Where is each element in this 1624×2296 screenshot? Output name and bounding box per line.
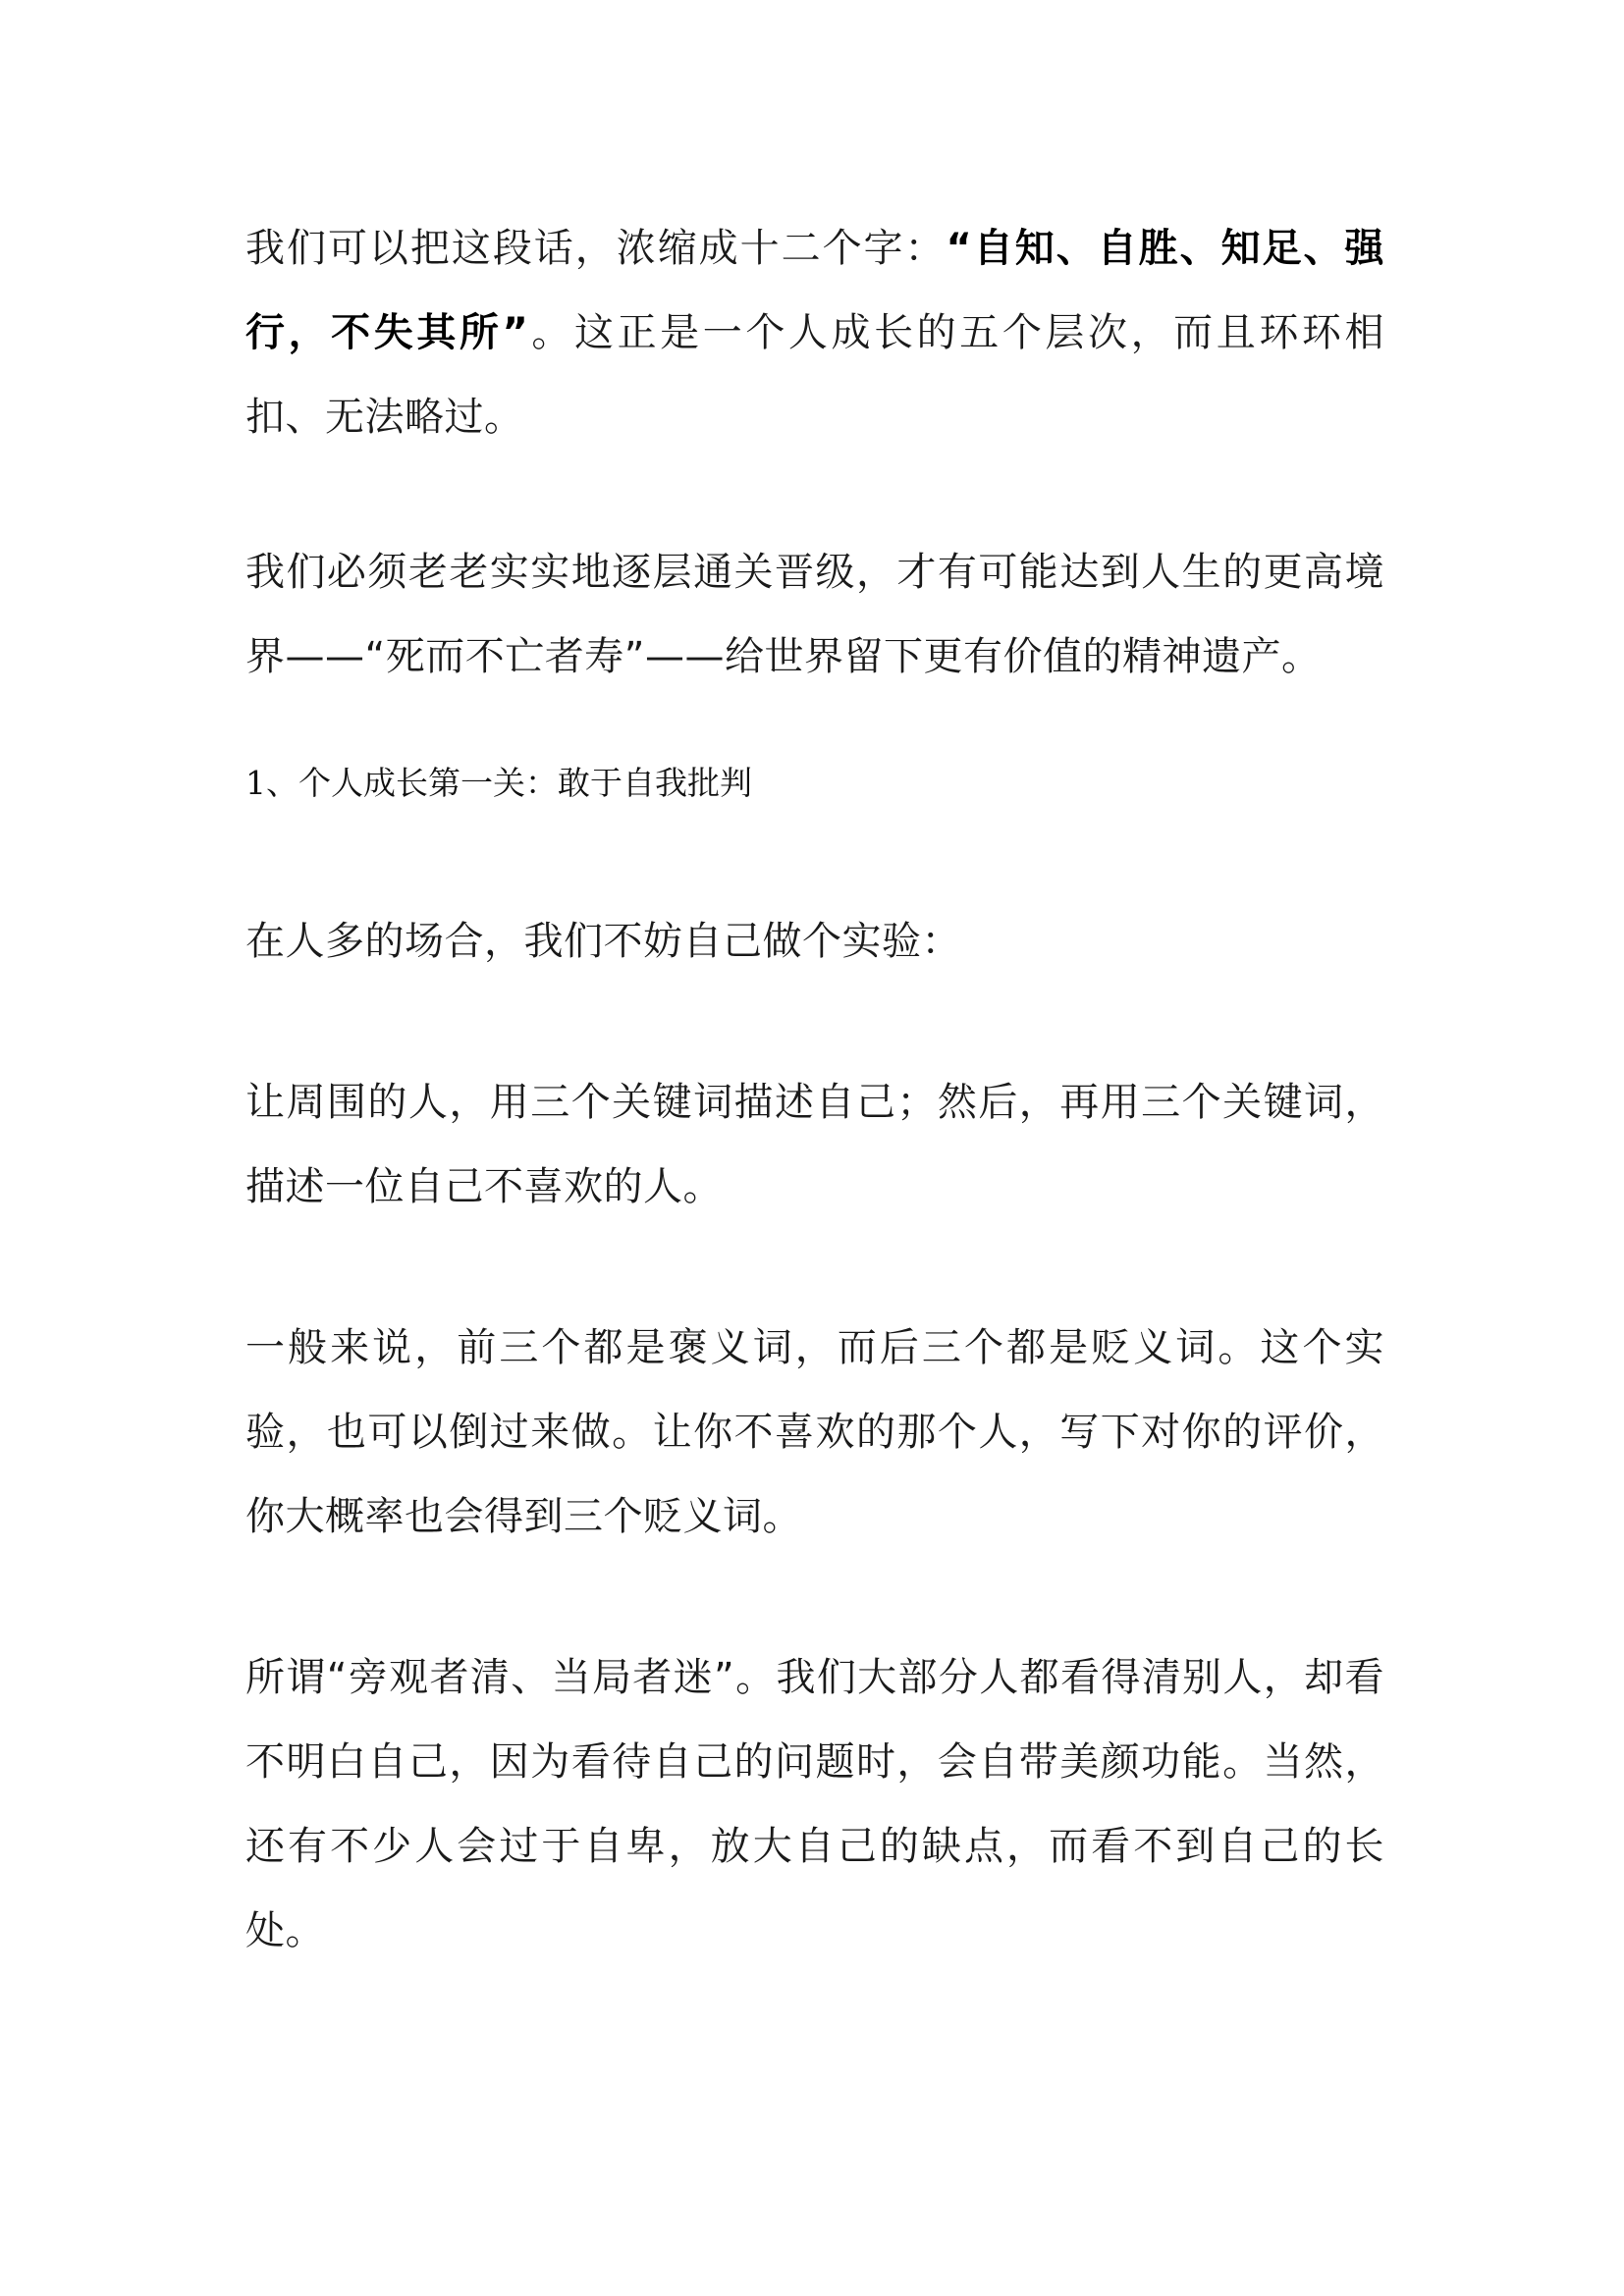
paragraph-self-perception: 所谓“旁观者清、当局者迷”。我们大部分人都看得清别人，却看不明白自己，因为看待自己的问题时，会自带美颜功能。当然，还有不少人会过于自卑，放大自己的缺点，而看不到自己的长处。 bbox=[245, 1655, 1384, 1953]
document-page bbox=[245, 206, 1384, 1973]
paragraph-experiment-steps: 让周围的人，用三个关键词描述自己；然后，再用三个关键词，描述一位自己不喜欢的人。 bbox=[245, 1080, 1384, 1209]
section-heading: 1、个人成长第一关：敢于自我批判 bbox=[245, 764, 752, 802]
paragraph-twelve-characters bbox=[245, 206, 1384, 459]
paragraph-1-intro: 我们可以把这段话，浓缩成十二个字： bbox=[245, 226, 947, 271]
paragraph-higher-realm: 我们必须老老实实地逐层通关晋级，才有可能达到人生的更高境界——“死而不亡者寿”——给世界留下更有价值的精神遗产。 bbox=[245, 550, 1384, 679]
paragraph-1-bold-phrase: “自知、自胜、知足、强行，不失其所” bbox=[245, 226, 1384, 355]
paragraph-experiment-intro: 在人多的场合，我们不妨自己做个实验： bbox=[245, 919, 961, 964]
paragraph-experiment-result: 一般来说，前三个都是褒义词，而后三个都是贬义词。这个实验，也可以倒过来做。让你不喜欢的那个人，写下对你的评价，你大概率也会得到三个贬义词。 bbox=[245, 1325, 1384, 1539]
paragraph-1-conclusion: 。这正是一个人成长的五个层次，而且环环相扣、无法略过。 bbox=[245, 310, 1385, 440]
